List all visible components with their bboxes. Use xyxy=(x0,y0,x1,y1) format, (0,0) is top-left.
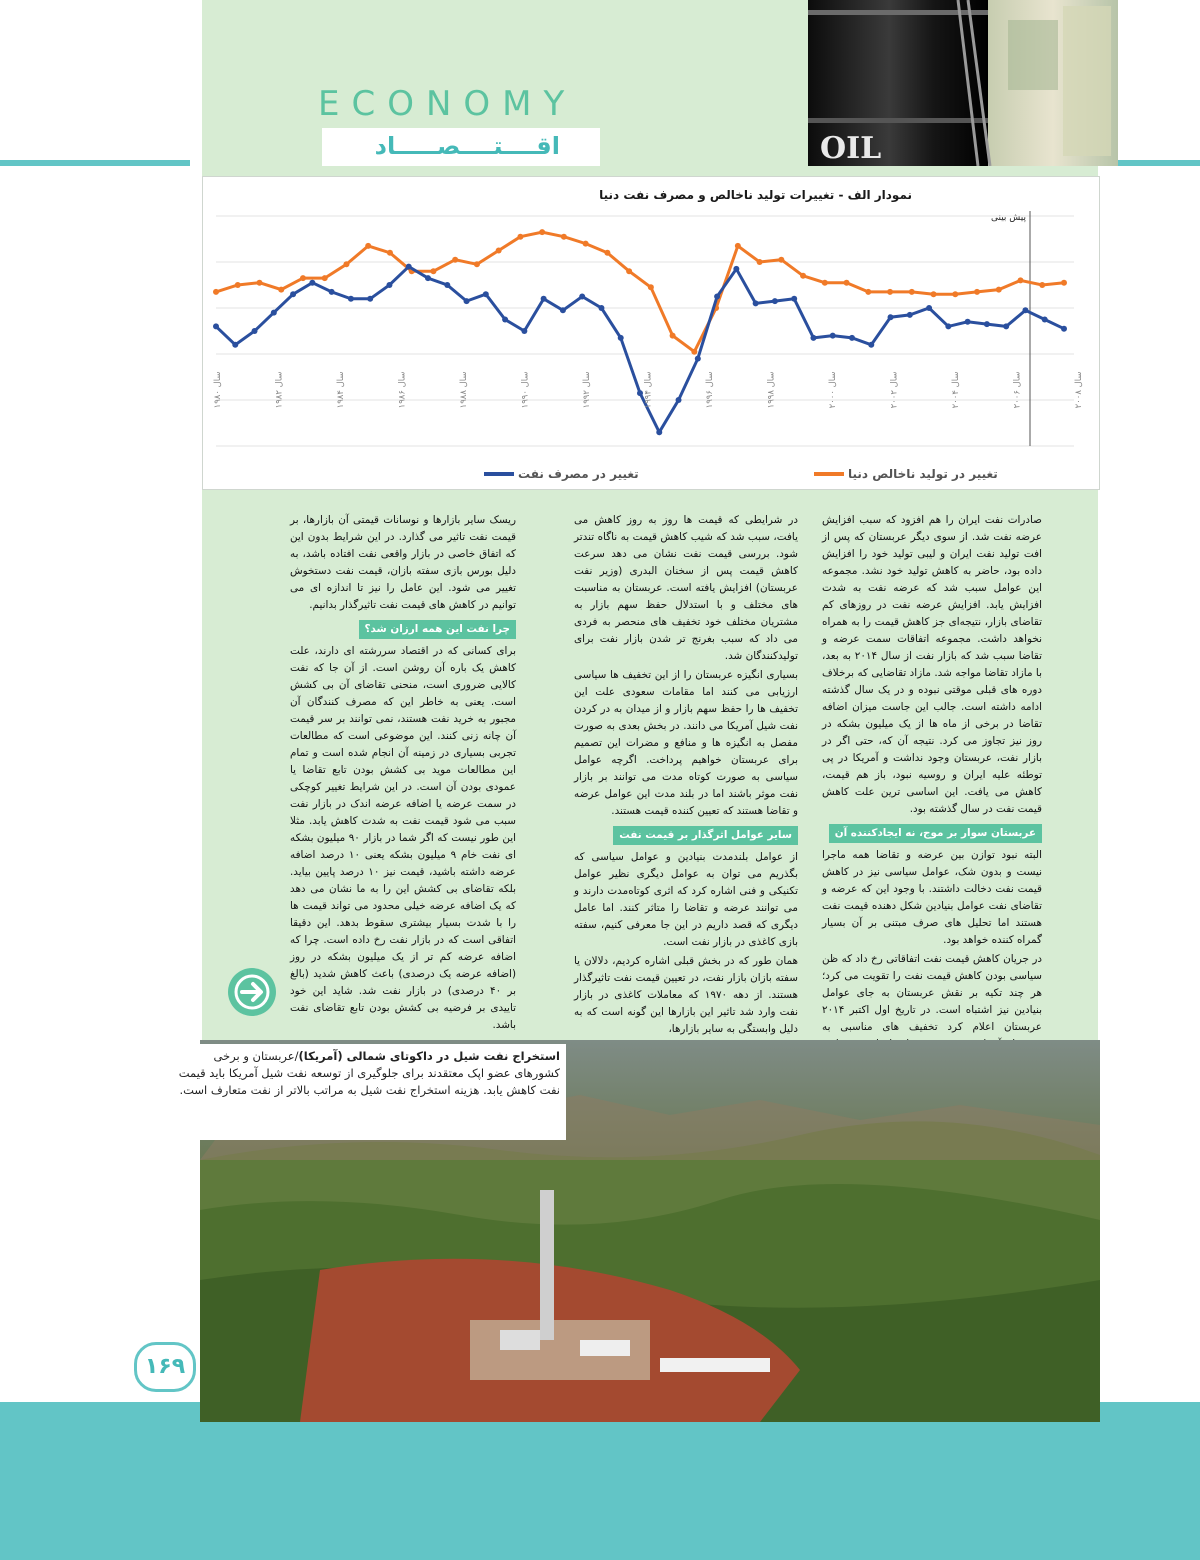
next-page-button[interactable] xyxy=(228,968,276,1016)
paragraph: همان طور که در بخش قبلی اشاره کردیم، دلالان یا سفته بازان بازار نفت، در تعیین قیمت نفت تاثیرگذار هستند. از دهه ۱۹۷۰ که معاملات کاغذی در بازار نفت وارد شد تاثیر این بازارها این گونه است که به دلیل وابستگی به سایر بازارها، xyxy=(574,955,798,1035)
header-rule-right xyxy=(1118,160,1200,166)
data-point xyxy=(1061,326,1067,332)
data-point xyxy=(676,397,682,403)
data-point xyxy=(965,319,971,325)
data-point xyxy=(278,287,284,293)
data-point xyxy=(343,261,349,267)
text-column-3 xyxy=(290,512,516,1036)
data-point xyxy=(232,342,238,348)
data-point xyxy=(483,291,489,297)
data-point xyxy=(830,333,836,339)
x-tick-label: سال ۱۹۸۰ xyxy=(213,371,223,409)
data-point xyxy=(252,328,258,334)
x-tick-label: سال ۲۰۰۲ xyxy=(889,371,900,409)
paragraph: در شرایطی که قیمت ها روز به روز کاهش می یافت، سبب شد که شیب کاهش قیمت به ناگاه تندتر شود. بررسی قیمت نفت نشان می دهد سرعت کاهش قیمت پس از سخنان البدری (وزیر نفت عربستان) افزایش یافته است. عربستان به مناسبت های مختلف و با استدلال حفظ سهم بازار به مشتریان مختلف خود تخفیف های منحصر به فردی می داد که سبب بغرنج تر شدن بازار نفت برای تولیدکنندگان شد. xyxy=(574,514,798,662)
data-point xyxy=(1042,317,1048,323)
data-point xyxy=(235,282,241,288)
data-point xyxy=(365,243,371,249)
caption-title: استخراج نفت شیل در داکوتای شمالی (آمریکا) xyxy=(298,1049,560,1063)
data-point xyxy=(213,323,219,329)
forecast-label: پیش بینی xyxy=(991,213,1026,223)
data-point xyxy=(521,328,527,334)
data-point xyxy=(974,289,980,295)
data-point xyxy=(541,296,547,302)
data-point xyxy=(868,342,874,348)
drilling-rig xyxy=(540,1190,554,1340)
paragraph: بسیاری انگیزه عربستان را از این تخفیف ها سیاسی ارزیابی می کنند اما مقامات سعودی علت این تخفیف ها را حفظ سهم بازار و از میدان به در کردن نفت شیل آمریکا می دانند. در بخش بعدی به صورت مفصل به انگیزه ها و منافع و مضرات این تصمیم برای عربستان خواهیم پرداخت. اگرچه عوامل سیاسی به صورت کوتاه مدت می توانند بر بازار نفت موثر باشند اما در بلند مدت این عوامل عرضه و تقاضا هستند که تعیین کننده قیمت هستند. xyxy=(574,669,798,817)
data-point xyxy=(772,298,778,304)
data-point xyxy=(757,259,763,265)
data-point xyxy=(800,273,806,279)
data-point xyxy=(502,317,508,323)
data-point xyxy=(309,280,315,286)
data-point xyxy=(1039,282,1045,288)
data-point xyxy=(583,241,589,247)
data-point xyxy=(691,349,697,355)
data-point xyxy=(213,289,219,295)
header-rule-left xyxy=(0,160,190,166)
data-point xyxy=(290,291,296,297)
right-margin xyxy=(1098,0,1200,1402)
data-point xyxy=(367,296,373,302)
paragraph: در جریان کاهش قیمت نفت اتفاقاتی رخ داد که ظن سیاسی بودن کاهش قیمت نفت را تقویت می کرد؛ هر چند تکیه بر نقش عربستان به جای عوامل بنیادین نیز اشتباه است. در تاریخ اول اکتبر ۲۰۱۴ عربستان اعلام کرد تخفیف های مناسبی به xyxy=(822,953,1042,1033)
x-tick-label: سال ۱۹۸۸ xyxy=(459,371,469,409)
data-point xyxy=(425,275,431,281)
x-tick-label: سال ۱۹۸۶ xyxy=(397,371,408,409)
data-point xyxy=(926,305,932,311)
data-point xyxy=(753,300,759,306)
subheading: عربستان سوار بر موج، نه ایجادکننده آن xyxy=(829,824,1042,843)
data-point xyxy=(452,257,458,263)
section-title-en: ECONOMY xyxy=(318,84,577,124)
text-column-2 xyxy=(574,512,798,1040)
data-point xyxy=(714,294,720,300)
data-point xyxy=(430,268,436,274)
legend-label: تغییر در تولید ناخالص دنیا xyxy=(848,467,998,481)
data-point xyxy=(735,243,741,249)
paragraph: از عوامل بلندمدت بنیادین و عوامل سیاسی که بگذریم می توان به عوامل دیگری نظیر عوامل تکنیکی و فنی اشاره کرد که اثری کوتاه‌مدت دارند و می توانند عرضه و تقاضا را متاثر کنند. اما عامل دیگری که قصد داریم در این جا معرفی کنیم، سفته بازی کاغذی در بازار نفت است. xyxy=(574,851,798,948)
data-point xyxy=(271,310,277,316)
data-point xyxy=(637,390,643,396)
data-point xyxy=(406,264,412,270)
data-point xyxy=(256,280,262,286)
data-point xyxy=(464,298,470,304)
data-point xyxy=(810,335,816,341)
header-image xyxy=(808,0,1118,166)
paragraph: صادرات نفت ایران را هم افزود که سبب افزایش عرضه نفت شد. از سوی دیگر عربستان که پس از افت تولید نفت ایران و لیبی تولید خود را افزایش داده بود، حاضر به کاهش تولید خود نشد. مجموعه این عوامل سبب شد که عرضه نفت به شدت افزایش یابد. افزایش عرضه نفت در روزهای کم تقاضای بازار، نتیجه‌ای جز کاهش قیمت را به همراه نخواهد داشت. مجموعه اتفاقات سمت عرضه و تقاضا سبب شد که بازار نفت از سال ۲۰۱۴ به بعد، با مازاد تقاضا مواجه شد. مازاد تقاضایی که برخلاف دوره های قبلی موقتی نبوده و در یک سال گذشته ادامه داشته است. جالب این جاست میزان اضافه تقاضا در برخی از ماه ها از یک میلیون بشکه در روز نیز تجاوز می کرد. نتیجه آن که، حتی اگر در بازار نفت، عربستان وجود نداشت و آمریکا در پی توطئه علیه ایران و روسیه نبود، باز هم قیمت، کاهش می یافت. این اساسی ترین علت کاهش قیمت نفت در سال گذشته بود. xyxy=(822,514,1043,815)
data-point xyxy=(931,291,937,297)
page-number: ۱۶۹ xyxy=(134,1342,196,1392)
data-point xyxy=(496,248,502,254)
x-tick-label: سال ۲۰۰۰ xyxy=(828,371,838,409)
data-point xyxy=(322,275,328,281)
data-point xyxy=(909,289,915,295)
data-point xyxy=(618,335,624,341)
data-point xyxy=(1061,280,1067,286)
text-column-1 xyxy=(822,512,1042,1055)
x-tick-label: سال ۲۰۰۴ xyxy=(951,371,961,409)
data-point xyxy=(444,282,450,288)
data-point xyxy=(561,234,567,240)
data-point xyxy=(695,356,701,362)
photo-caption xyxy=(170,1048,560,1099)
data-point xyxy=(517,234,523,240)
chart-title: نمودار الف - تغییرات تولید ناخالص و مصرف نفت دنیا xyxy=(599,188,912,202)
x-tick-label: سال ۱۹۹۶ xyxy=(705,371,715,409)
data-point xyxy=(849,335,855,341)
paragraph: برای کسانی که در اقتصاد سررشته ای دارند، علت کاهش یک باره آن روشن است. از آن جا که نفت کالایی ضروری است، منحنی تقاضای آن بی کشش است. یعنی به خاطر این که مصرف کنندگان آن مجبور به خرید نفت هستند، نمی توانند بر سر قیمت آن چانه زنی کنند. این موضوعی است که مطالعات تجربی بسیاری در زمینه آن انجام شده است و تمام این مطالعات موید بی کشش بودن تابع تقاضا یا عمودی بودن آن است. در این شرایط تغییر کوچکی در سمت عرضه یا اضافه عرضه اندک در بازار نفت سبب می شود قیمت نفت به شدت کاهش یابد. مثلا این طور نیست که اگر شما در بازار ۹۰ میلیون بشکه ای نفت خام ۹ میلیون بشکه یعنی ۱۰ درصد اضافه عرضه داشته باشید، قیمت نیز ۱۰ درصد پایین بیاید. بلکه تقاضای بی کشش این را به ما نشان می دهد که یک اضافه عرضه خیلی محدود می تواند قیمت ها را با شدت بسیار بیشتری سقوط بدهد. این دقیقا اتفاقی است که در بازار نفت رخ داده است. چرا که اضافه عرضه کم تر از یک میلیون بشکه در روز (اضافه عرضه یک درصدی) باعث کاهش شدید (بالغ بر ۴۰ درصدی) در بازار نفت شد. شاید این خود تاییدی بر فرضیه بی کشش بودن تابع تقاضای نفت باشد. xyxy=(290,645,517,1031)
x-tick-label: سال ۱۹۸۴ xyxy=(336,371,346,409)
x-tick-label: سال ۲۰۰۶ xyxy=(1012,371,1023,409)
data-point xyxy=(329,289,335,295)
data-point xyxy=(887,289,893,295)
caption-text: /عربستان و برخی کشورهای عضو اپک معتقدند برای جلوگیری از توسعه نفت شیل آمریکا باید قیمت نفت کاهش یابد. هزینه استخراج نفت شیل به مراتب بالاتر از نفت متعارف است. xyxy=(178,1049,560,1097)
x-tick-label: سال ۱۹۹۲ xyxy=(582,371,592,409)
data-point xyxy=(670,333,676,339)
line-chart xyxy=(204,206,1096,486)
data-point xyxy=(604,250,610,256)
data-point xyxy=(822,280,828,286)
data-point xyxy=(348,296,354,302)
paragraph: ریسک سایر بازارها و نوسانات قیمتی آن بازارها، بر قیمت نفت تاثیر می گذارد. در این شرایط بدون این که اتفاق خاصی در بازار واقعی نفت افتاده باشد، به دلیل بورس بازی سفته بازان، قیمت نفت دستخوش تغییر می شود. این عامل را نیز تا اندازه ای می توانیم در کاهش های قیمت نفت تاثیرگذار بدانیم. xyxy=(290,514,516,611)
x-tick-label: سال ۲۰۰۸ xyxy=(1074,371,1084,409)
data-point xyxy=(539,229,545,235)
data-point xyxy=(952,291,958,297)
paragraph: البته نبود توازن بین عرضه و تقاضا همه ماجرا نیست و بدون شک، عوامل سیاسی نیز در کاهش قیمت نفت دخالت داشتند. با وجود این که عرضه و تقاضای نفت عوامل بنیادین شکل دهنده قیمت نفت هستند اما تحلیل های صرف مبتنی بر آن بسیار گمراه کننده خواهد بود. xyxy=(822,849,1042,946)
legend-label: تغییر در مصرف نفت xyxy=(518,467,639,481)
data-point xyxy=(598,305,604,311)
data-point xyxy=(733,266,739,272)
data-point xyxy=(626,268,632,274)
x-tick-label: سال ۱۹۹۴ xyxy=(643,371,654,409)
section-title-fa: اقــــتــــصـــــاد xyxy=(374,132,560,160)
data-point xyxy=(474,261,480,267)
data-point xyxy=(945,323,951,329)
data-point xyxy=(907,312,913,318)
data-point xyxy=(984,321,990,327)
left-margin xyxy=(0,0,202,1402)
data-point xyxy=(560,307,566,313)
x-tick-label: سال ۱۹۸۲ xyxy=(274,371,285,409)
data-point xyxy=(791,296,797,302)
x-tick-label: سال ۱۹۹۸ xyxy=(766,371,777,409)
data-point xyxy=(1018,277,1024,283)
data-point xyxy=(656,429,662,435)
data-point xyxy=(888,314,894,320)
data-point xyxy=(844,280,850,286)
data-point xyxy=(865,289,871,295)
data-point xyxy=(300,275,306,281)
arrow-right-icon xyxy=(228,968,276,1016)
data-point xyxy=(386,282,392,288)
data-point xyxy=(648,284,654,290)
data-point xyxy=(996,287,1002,293)
footer-band xyxy=(0,1402,1200,1560)
x-tick-label: سال ۱۹۹۰ xyxy=(520,371,531,409)
subheading: سایر عوامل اثرگذار بر قیمت نفت xyxy=(613,826,798,845)
data-point xyxy=(579,294,585,300)
data-point xyxy=(778,257,784,263)
series-line-gdp xyxy=(216,232,1064,352)
data-point xyxy=(387,250,393,256)
subheading: چرا نفت این همه ارزان شد؟ xyxy=(359,620,516,639)
data-point xyxy=(1022,307,1028,313)
data-point xyxy=(1003,323,1009,329)
oil-label: OIL xyxy=(820,131,882,166)
